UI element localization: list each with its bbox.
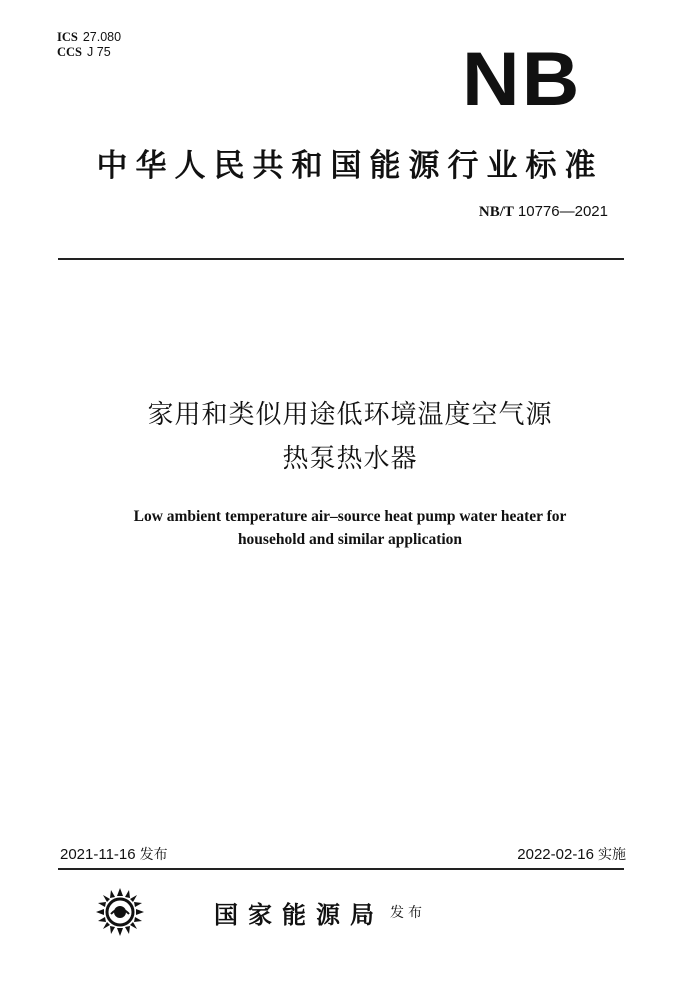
issuer-action: 发布	[390, 905, 426, 921]
document-title-en-line-2: household and similar application	[237, 531, 463, 548]
issuer-block	[94, 886, 426, 938]
document-title-cn-line-1: 家用和类似用途低环境温度空气源	[147, 400, 553, 430]
top-divider	[58, 258, 624, 260]
standard-number	[479, 203, 608, 221]
issuer-name: 国家能源局	[214, 899, 384, 929]
standard-category-title: 中华人民共和国能源行业标准	[96, 148, 604, 184]
standard-number-value: 10776—2021	[517, 203, 608, 220]
document-title-cn-line-2: 热泵热水器	[282, 444, 418, 474]
implement-date: 2022-02-16 实施	[517, 846, 626, 863]
bottom-divider	[58, 868, 624, 870]
release-date: 2021-11-16 发布	[60, 846, 168, 863]
standard-number-prefix: NB/T	[478, 204, 514, 220]
ics-code: ICS 27.080	[57, 30, 122, 44]
national-energy-administration-emblem-icon	[94, 886, 146, 938]
classification-codes	[57, 30, 121, 60]
nb-logo: NB	[462, 37, 582, 122]
document-title-en-line-1: Low ambient temperature air–source heat pump water heater for	[133, 508, 567, 525]
ccs-code: CCS J 75	[57, 45, 111, 59]
